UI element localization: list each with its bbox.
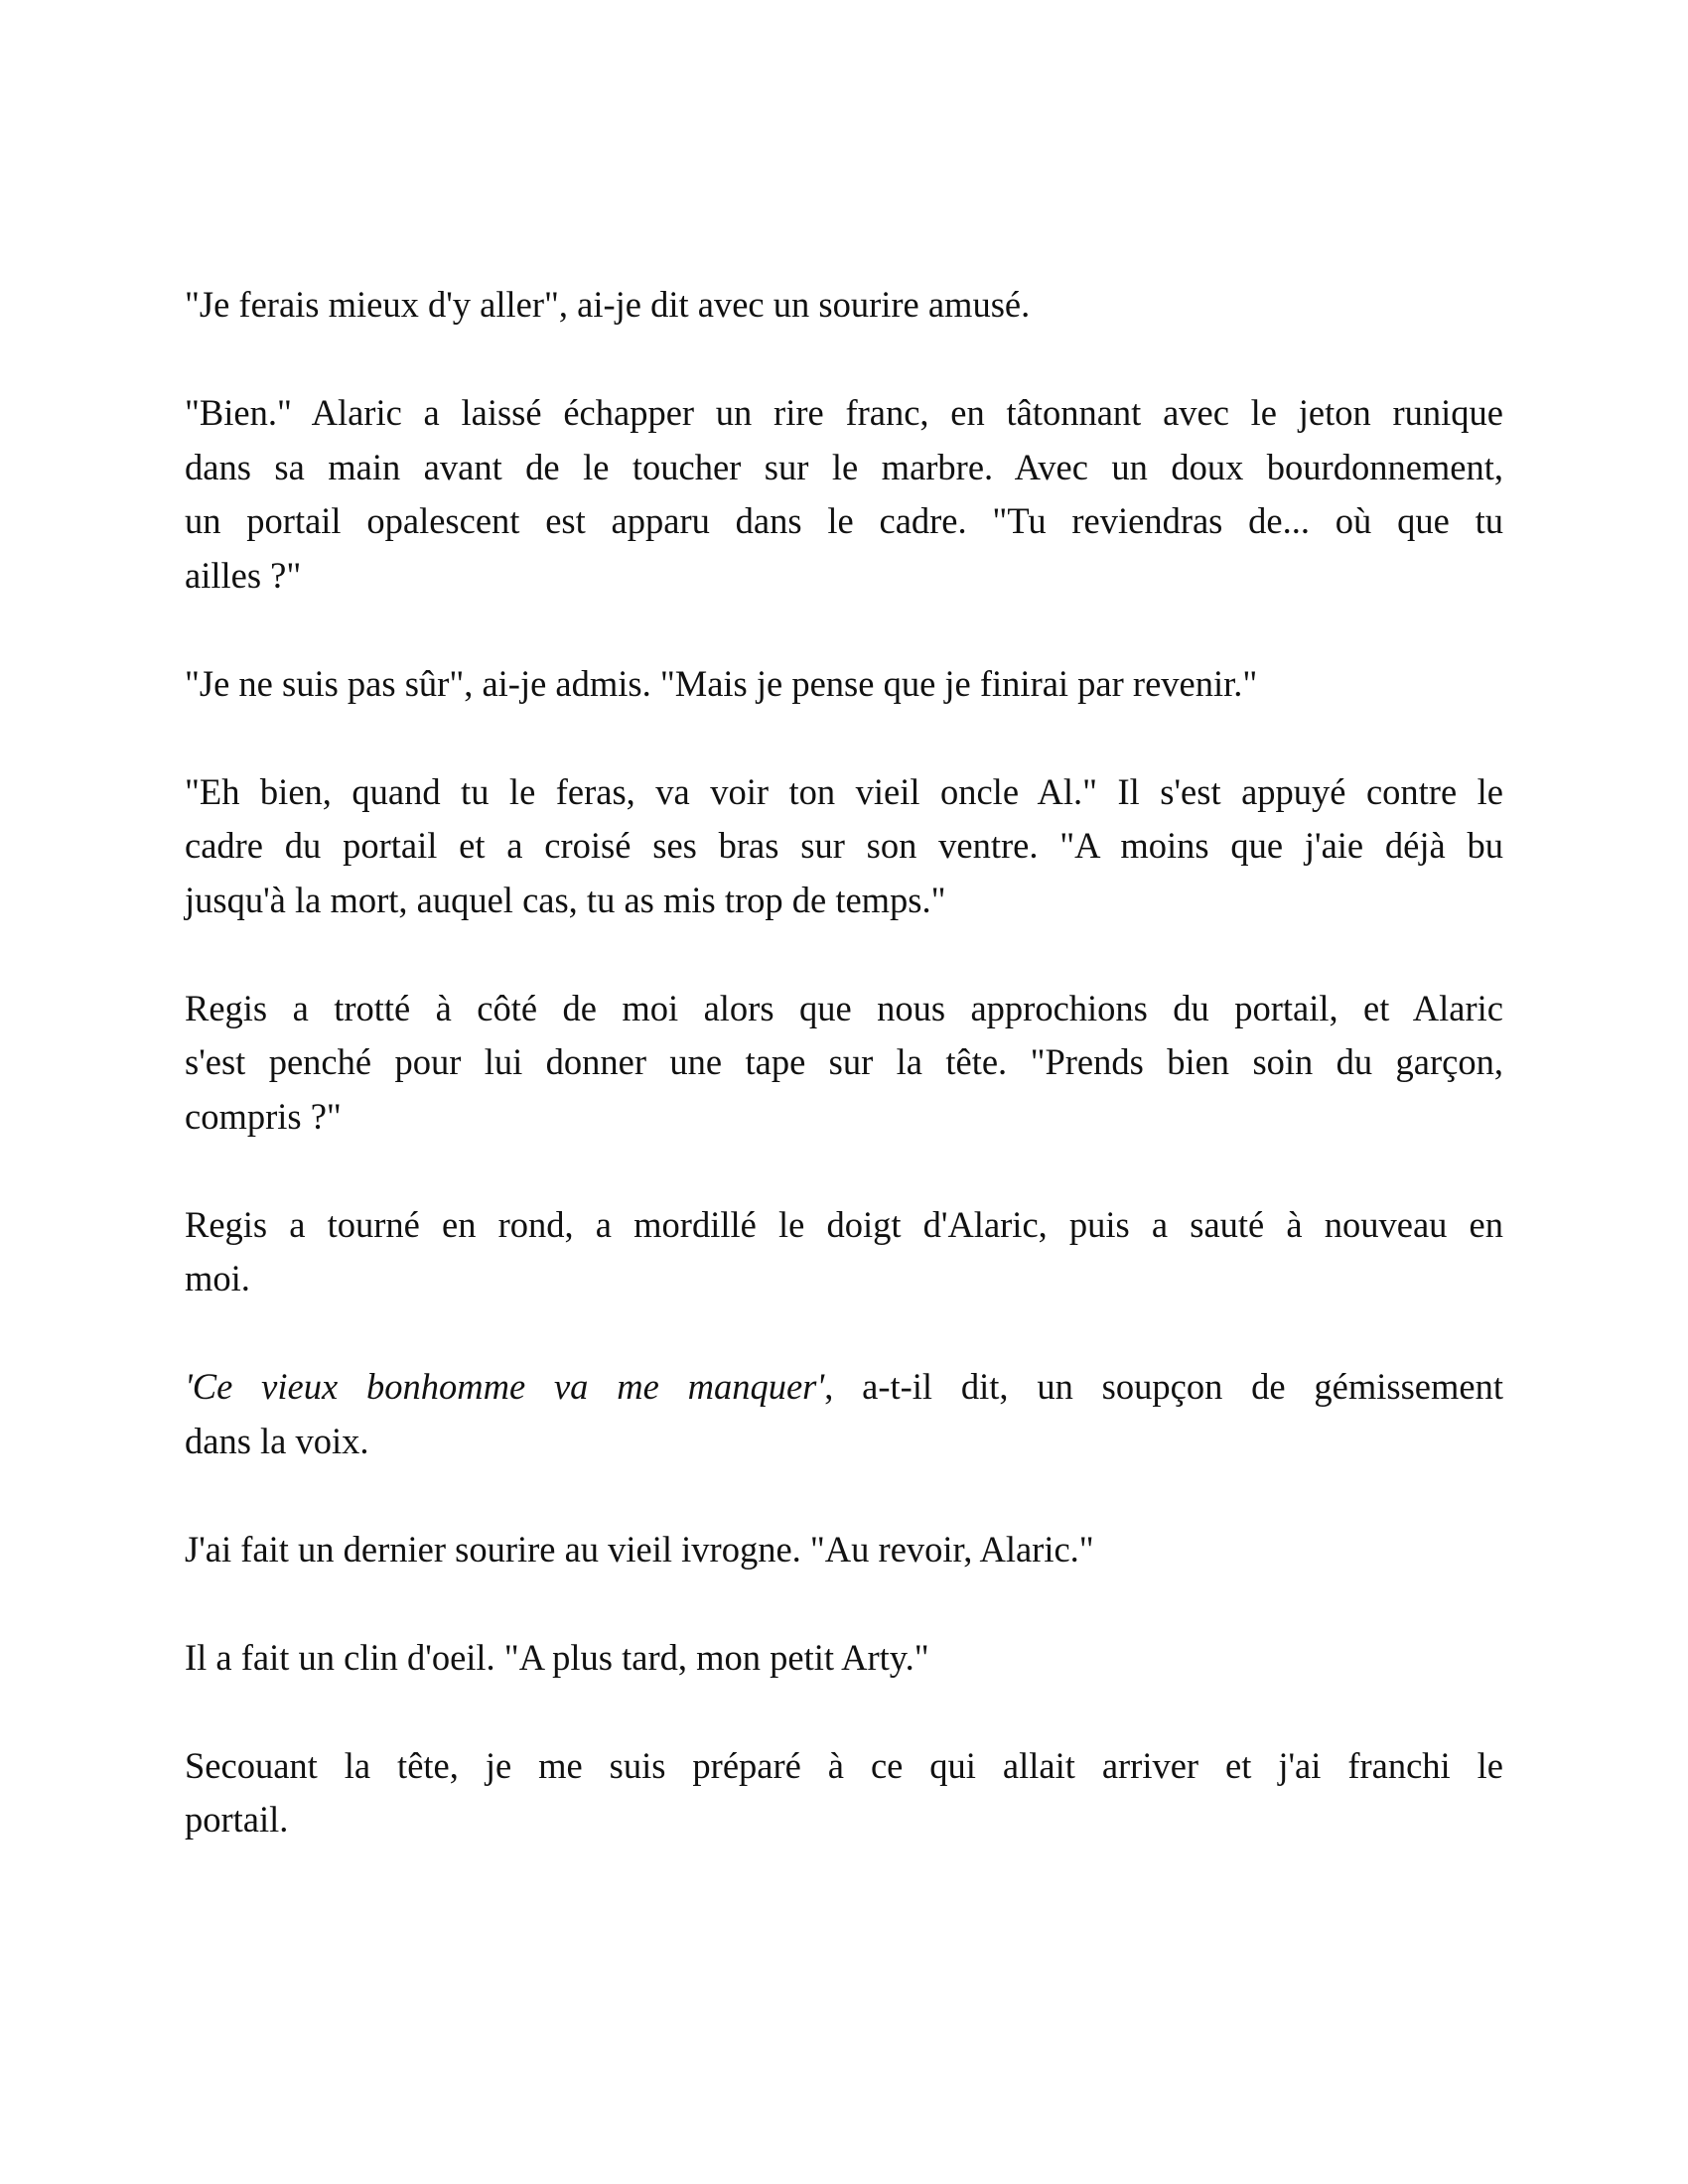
text-line: Regis a tourné en rond, a mordillé le doigt d'Alaric, puis a sauté à nouveau en (185, 1203, 1503, 1245)
text-line: Regis a trotté à côté de moi alors que nous approchions du portail, et Alaric (185, 987, 1503, 1028)
paragraph-4 (185, 765, 1503, 928)
text-line: compris ?" (185, 1095, 342, 1137)
italic-thought: 'Ce vieux bonhomme va me manquer' (185, 1366, 825, 1407)
text-line: cadre du portail et a croisé ses bras sur son ventre. "A moins que j'aie déjà bu (185, 825, 1503, 866)
text-line (185, 1360, 1503, 1415)
paragraph-9 (185, 1631, 1503, 1686)
text-line: "Je ne suis pas sûr", ai-je admis. "Mais je pense que je finirai par revenir." (185, 662, 1258, 704)
text-line: portail. (185, 1799, 289, 1840)
text-line: dans sa main avant de le toucher sur le marbre. Avec un doux bourdonnement, (185, 446, 1503, 487)
text-line: moi. (185, 1258, 250, 1298)
paragraph-3 (185, 657, 1503, 712)
text-line: "Je ferais mieux d'y aller", ai-je dit avec un sourire amusé. (185, 284, 1031, 325)
paragraph-10 (185, 1739, 1503, 1847)
text-run: , a-t-il dit, un soupçon de gémissement (824, 1366, 1503, 1407)
text-line: ailles ?" (185, 554, 302, 596)
paragraph-2 (185, 386, 1503, 603)
text-line: Il a fait un clin d'oeil. "A plus tard, mon petit Arty." (185, 1636, 929, 1678)
text-line: Secouant la tête, je me suis préparé à ce qui allait arriver et j'ai franchi le (185, 1744, 1503, 1786)
text-line: "Bien." Alaric a laissé échapper un rire franc, en tâtonnant avec le jeton runique (185, 392, 1503, 433)
paragraph-6 (185, 1198, 1503, 1306)
text-line: s'est penché pour lui donner une tape sur la tête. "Prends bien soin du garçon, (185, 1041, 1503, 1082)
text-line: dans la voix. (185, 1420, 369, 1461)
paragraph-7 (185, 1360, 1503, 1468)
paragraph-1 (185, 278, 1503, 333)
document-page (185, 278, 1503, 1901)
paragraph-5 (185, 982, 1503, 1145)
text-line: jusqu'à la mort, auquel cas, tu as mis trop de temps." (185, 879, 946, 920)
paragraph-8 (185, 1523, 1503, 1577)
text-line: un portail opalescent est apparu dans le cadre. "Tu reviendras de... où que tu (185, 500, 1503, 541)
text-line: J'ai fait un dernier sourire au vieil ivrogne. "Au revoir, Alaric." (185, 1528, 1094, 1570)
text-line: "Eh bien, quand tu le feras, va voir ton vieil oncle Al." Il s'est appuyé contre le (185, 770, 1503, 812)
